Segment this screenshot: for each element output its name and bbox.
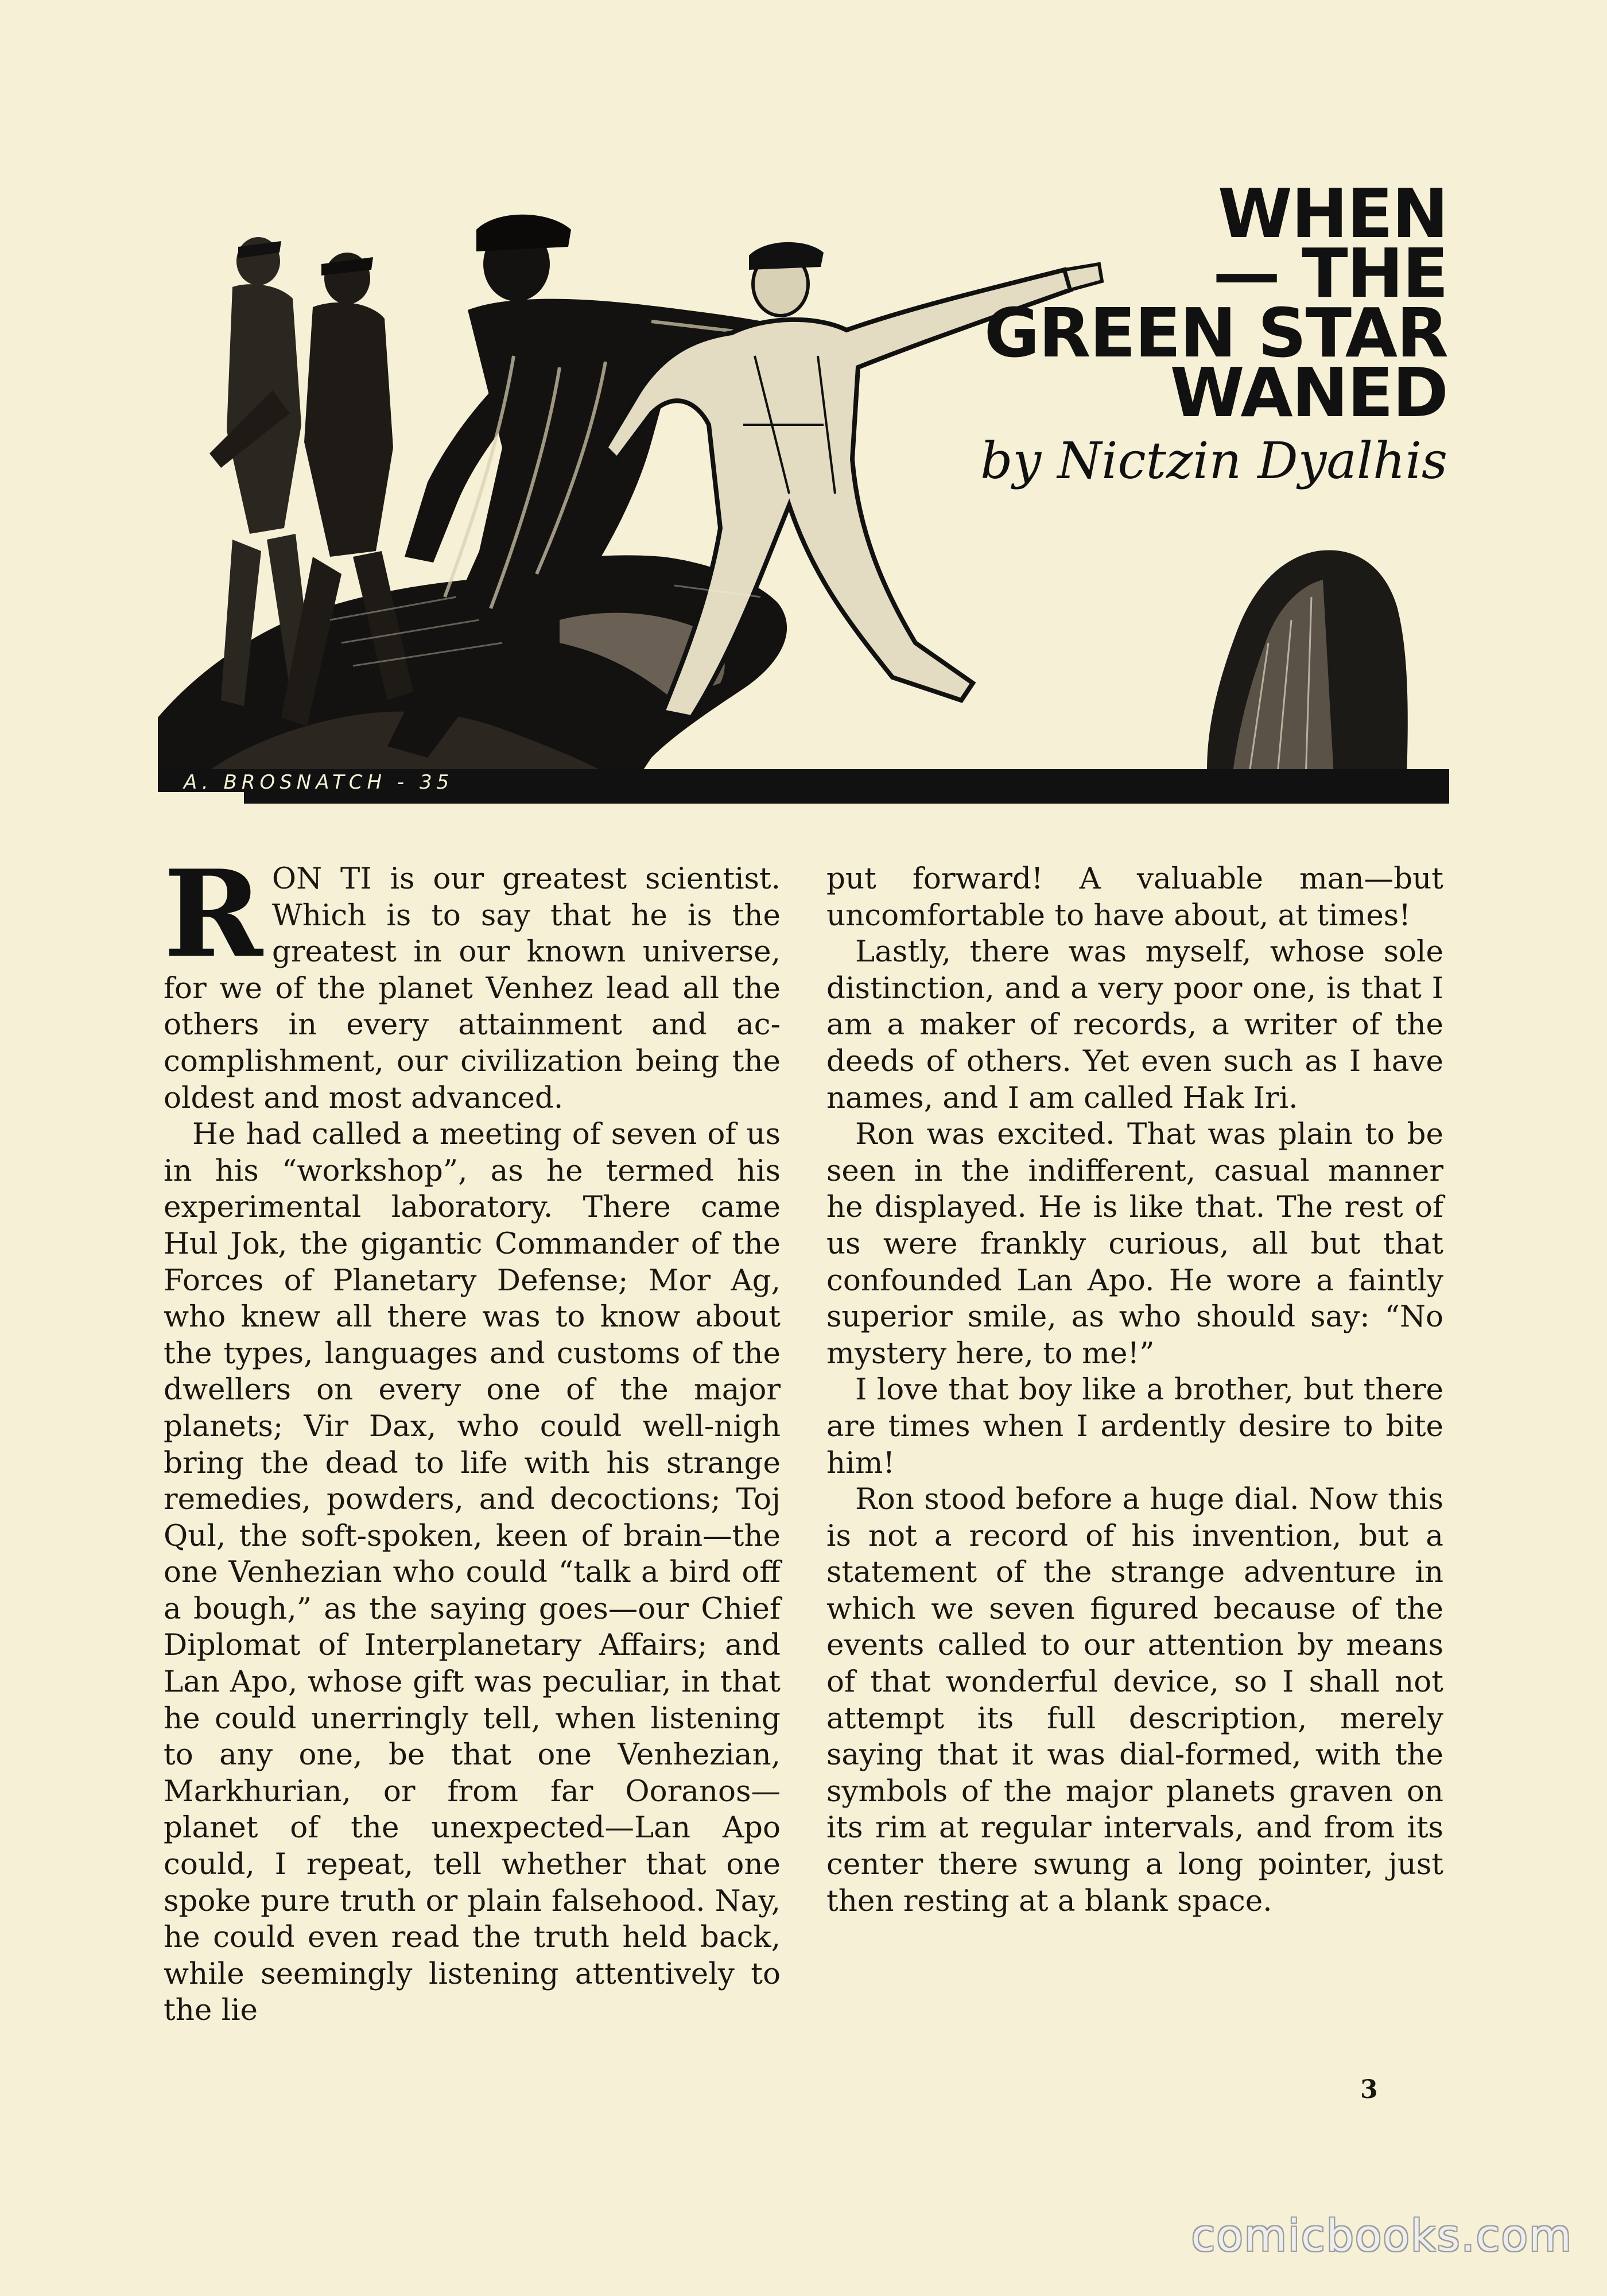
author-byline: by Nictzin Dyalhis bbox=[980, 431, 1447, 490]
paragraph-1-text: ON TI is our greatest scientist. Which is to say that he is the greatest in our known universe, for we of the planet Venhez lead all the others in every attainment and accomplishment, our civilization being the oldest and most advanced. bbox=[164, 862, 781, 1115]
right-column bbox=[826, 861, 1443, 1919]
paragraph-2: He had called a meeting of seven of us in his “workshop”, as he termed his experimental laboratory. There came Hul Jok, the gigantic Commander of the Forces of Planetary Defense; Mor Ag, who knew all there was to know about the types, languages and customs of the dwellers on every one of the major planets; Vir Dax, who could well-nigh bring the dead to life with his strange remedies, powders, and decoctions; Toj Qul, the soft-spoken, keen of brain—the one Venhezian who could “talk a bird off a bough,” as the saying goes—our Chief Diplomat of Interplanetary Affairs; and Lan Apo, whose gift was peculiar, in that he could unerringly tell, when listening to any one, be that one Venhezian, Markhurian, or from far Ooranos—planet of the unexpected—Lan Apo could, I repeat, tell whether that one spoke pure truth or plain falsehood. Nay, he could even read the truth held back, while seemingly listening attentively to the lie bbox=[164, 1117, 781, 2028]
paragraph-3: put forward! A valuable man—but uncomfortable to have about, at times! bbox=[826, 862, 1443, 933]
illustrator-signature: A. BROSNATCH - 35 bbox=[184, 771, 454, 794]
title-line-4: WANED bbox=[1170, 353, 1447, 432]
paragraph-1 bbox=[164, 844, 781, 1116]
paragraph-6: I love that boy like a brother, but there are times when I ardently desire to bite him! bbox=[826, 1372, 1443, 1480]
drop-cap: R bbox=[164, 844, 263, 984]
story-title-block bbox=[977, 174, 1447, 492]
title-line-1: WHEN bbox=[1217, 174, 1447, 253]
paragraph-7: Ron stood before a huge dial. Now this is not a record of his invention, but a statement of the strange adventure in which we seven figured because of the events called to our attention by means of that wonderful device, so I shall not attempt its full description, merely saying that it was dial-formed, with the symbols of the major planets graven on its rim at regular intervals, and from its center there swung a long pointer, just then resting at a blank space. bbox=[826, 1482, 1443, 1918]
left-column bbox=[164, 844, 781, 2029]
page-number: 3 bbox=[1360, 2075, 1378, 2104]
title-line-2: — THE bbox=[1213, 234, 1447, 313]
title-line-3: GREEN STAR bbox=[984, 293, 1447, 373]
watermark: comicbooks.com bbox=[1191, 2210, 1573, 2261]
paragraph-4: Lastly, there was myself, whose sole distinction, and a very poor one, is that I am a maker of records, a writer of the deeds of others. Yet even such as I have names, and I am called Hak Iri. bbox=[826, 934, 1443, 1115]
paragraph-5: Ron was excited. That was plain to be seen in the indifferent, casual manner he displayed. He is like that. The rest of us were frankly curious, all but that confounded Lan Apo. He wore a faintly superior smile, as who should say: “No mystery here, to me!” bbox=[826, 1117, 1443, 1371]
